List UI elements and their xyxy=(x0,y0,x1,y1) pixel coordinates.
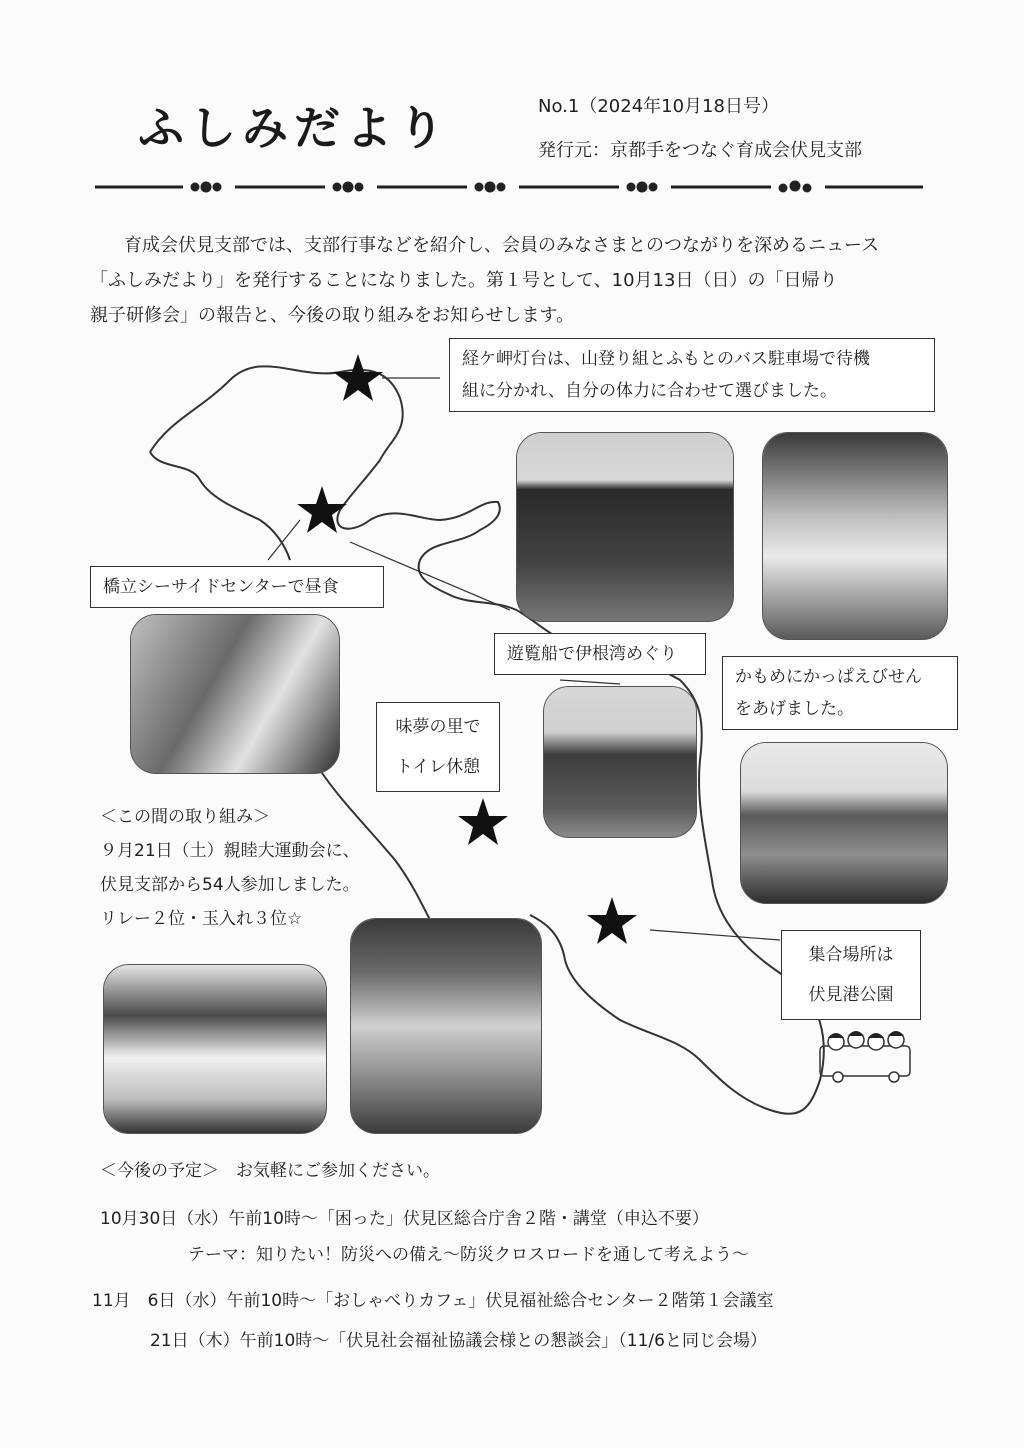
recent-line: ９月21日（土）親睦大運動会に、 xyxy=(100,841,360,861)
newsletter-title: ふしみだより xyxy=(138,101,450,155)
intro-line: 「ふしみだより」を発行することになりました。第１号として、10月13日（日）の「日帰り xyxy=(90,270,838,291)
photo-sports-winners xyxy=(103,964,327,1134)
schedule-item: 11月 6日（水）午前10時～「おしゃべりカフェ」伏見福祉総合センター２階第１会議室 xyxy=(92,1291,774,1311)
star-marker xyxy=(458,798,508,845)
issue-number: No.1（2024年10月18日号） xyxy=(538,96,779,117)
recent-line: 伏見支部から54人参加しました。 xyxy=(100,875,360,895)
schedule-item: テーマ：知りたい！防災への備え～防災クロスロードを通して考えよう～ xyxy=(188,1245,749,1265)
callout-line: トイレ休憩 xyxy=(395,757,481,777)
photo-lighthouse-sign xyxy=(516,432,734,622)
photo-cruise xyxy=(543,686,697,838)
callout-line: 経ケ岬灯台は、山登り組とふもとのバス駐車場で待機 xyxy=(462,349,870,369)
photo-lunch xyxy=(130,614,340,774)
star-marker xyxy=(587,897,637,944)
callout-line: をあげました。 xyxy=(735,699,854,719)
photo-sports-event xyxy=(350,918,542,1134)
star-marker xyxy=(333,354,383,401)
callout-line: 組に分かれ、自分の体力に合わせて選びました。 xyxy=(462,381,838,401)
callout-line: 伏見港公園 xyxy=(808,985,894,1005)
callout-line: 味夢の里で xyxy=(395,717,481,737)
callout-seagull xyxy=(722,656,958,730)
schedule-heading: ＜今後の予定＞ お気軽にご参加ください。 xyxy=(100,1161,440,1181)
callout-line: かもめにかっぱえびせん xyxy=(735,667,922,687)
bus-illustration xyxy=(816,1024,916,1086)
callout-rest xyxy=(376,702,500,792)
callout-meeting xyxy=(781,930,921,1020)
callout-line: 集合場所は xyxy=(808,945,894,965)
route-line xyxy=(150,452,290,560)
callout-cruise: 遊覧船で伊根湾めぐり xyxy=(494,633,706,675)
schedule-item: 10月30日（水）午前10時～「困った」伏見区総合庁舎２階・講堂（申込不要） xyxy=(100,1209,709,1229)
callout-lighthouse xyxy=(449,338,935,412)
publisher: 発行元：京都手をつなぐ育成会伏見支部 xyxy=(538,140,862,161)
recent-line: リレー２位・玉入れ３位☆ xyxy=(100,909,303,929)
recent-heading: ＜この間の取り組み＞ xyxy=(100,807,270,827)
photo-lighthouse xyxy=(762,432,948,640)
callout-lunch: 橋立シーサイドセンターで昼食 xyxy=(90,566,384,608)
recent-activities xyxy=(100,800,360,936)
photo-seagull xyxy=(740,742,948,904)
schedule-item: 21日（木）午前10時～「伏見社会福祉協議会様との懇談会」（11/6と同じ会場） xyxy=(150,1331,767,1351)
intro-line: 親子研修会」の報告と、今後の取り組みをお知らせします。 xyxy=(90,305,575,326)
intro-line: 育成会伏見支部では、支部行事などを紹介し、会員のみなさまとのつながりを深めるニュース xyxy=(124,235,880,256)
